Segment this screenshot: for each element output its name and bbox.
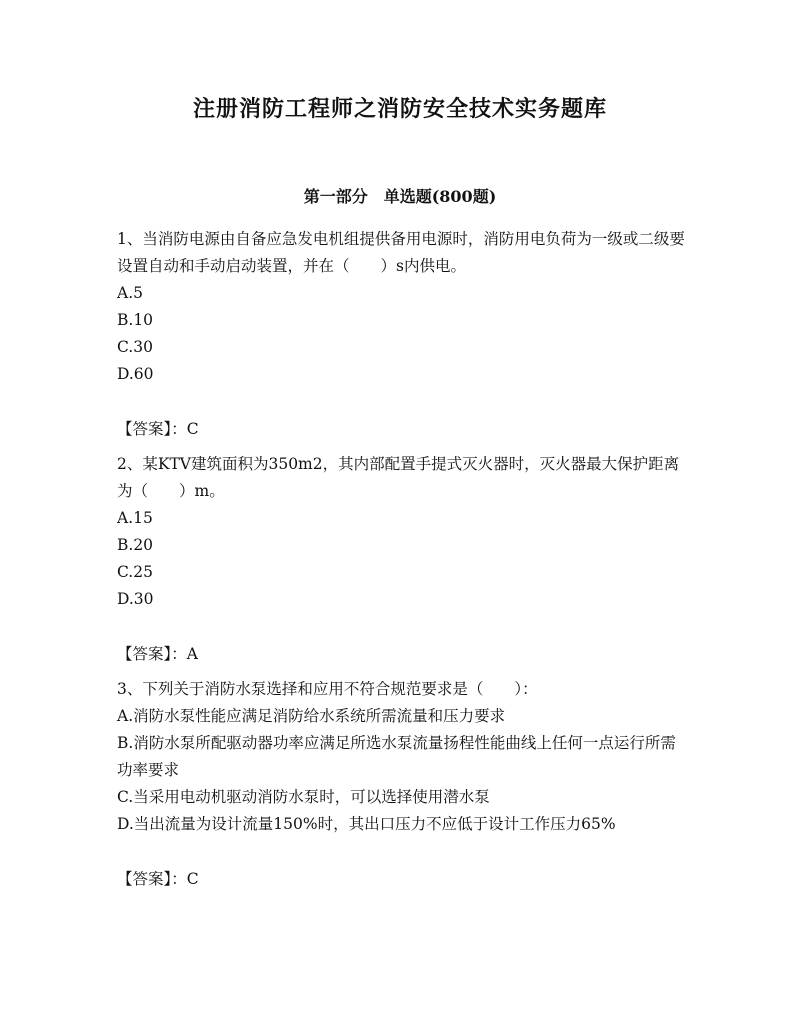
document-title: 注册消防工程师之消防安全技术实务题库: [192, 96, 607, 122]
question-option: D.60: [117, 365, 154, 383]
question-stem: 1、当消防电源由自备应急发电机组提供备用电源时，消防用电负荷为一级或二级要设置自动和手动启动装置，并在（ ）s内供电。: [117, 230, 685, 275]
question-item: [117, 226, 687, 443]
question-option: C.当采用电动机驱动消防水泵时，可以选择使用潜水泵: [117, 788, 490, 806]
question-stem: 2、某KTV建筑面积为350m2，其内部配置手提式灭火器时，灭火器最大保护距离为（ ）m。: [117, 455, 680, 500]
question-item: [117, 676, 687, 893]
question-answer: 【答案】：C: [117, 870, 199, 888]
question-option: D.当出流量为设计流量150%时，其出口压力不应低于设计工作压力65%: [117, 815, 616, 833]
question-option: B.10: [117, 311, 154, 329]
question-option: C.25: [117, 563, 153, 581]
question-option: A.消防水泵性能应满足消防给水系统所需流量和压力要求: [117, 707, 506, 725]
question-answer: 【答案】：C: [117, 420, 199, 438]
question-option: B.20: [117, 536, 154, 554]
section-title: 第一部分 单选题(800题): [303, 187, 497, 206]
question-option: C.30: [117, 338, 153, 356]
question-answer: 【答案】：A: [117, 645, 198, 663]
question-option: B.消防水泵所配驱动器功率应满足所选水泵流量扬程性能曲线上任何一点运行所需功率要求: [117, 734, 676, 779]
question-option: D.30: [117, 590, 154, 608]
question-list: [117, 226, 687, 893]
question-option: A.15: [117, 509, 153, 527]
question-option: A.5: [117, 284, 143, 302]
question-item: [117, 451, 687, 668]
question-stem: 3、下列关于消防水泵选择和应用不符合规范要求是（ ）：: [117, 680, 538, 698]
